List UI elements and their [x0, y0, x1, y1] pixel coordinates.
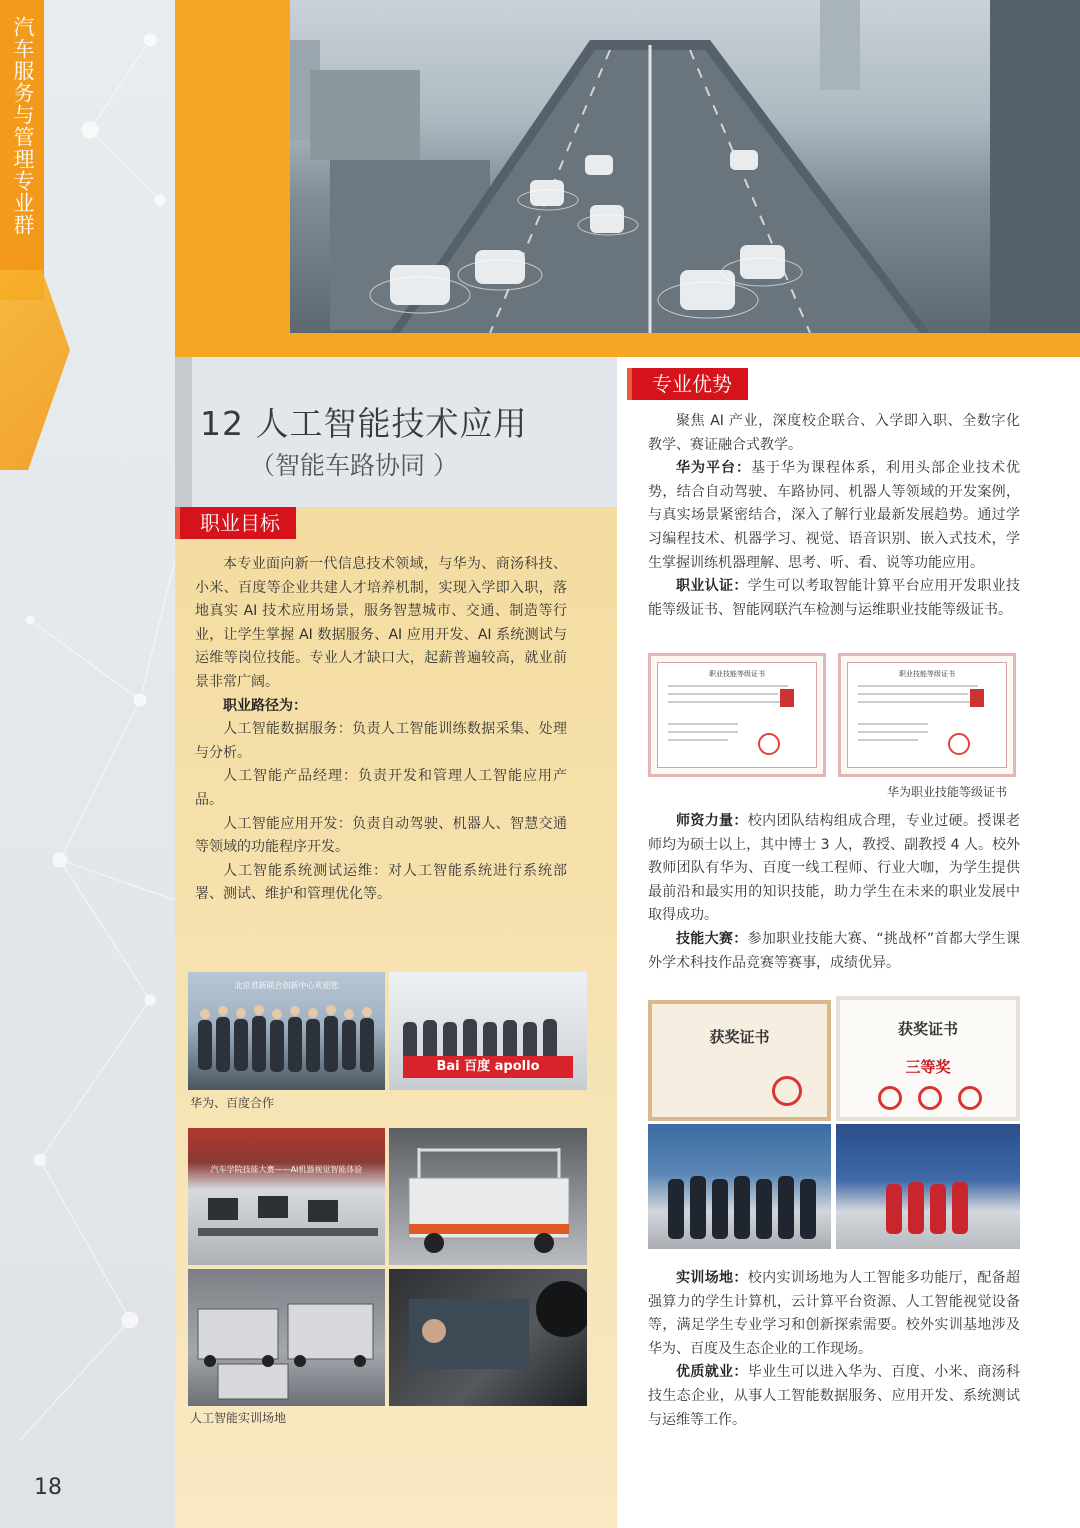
intro-paragraph: 本专业面向新一代信息技术领域，与华为、商汤科技、小米、百度等企业共建人才培养机制，实现入学即入职，落地真实 AI 技术应用场景，服务智慧城市、交通、制造等行业，让学生掌握 AI 数据服务、AI 应用开发、AI 系统测试与运维等岗位技能。专业人才缺口大，起薪普遍较高，就业前景非常广阔。 [195, 556, 567, 690]
competition-lab-photo [188, 1128, 385, 1265]
advantages-tag: 专业优势 [632, 368, 748, 400]
photo-caption: 华为、百度合作 [190, 1096, 275, 1110]
robot-car-shapes [188, 1269, 385, 1406]
award-title: 获奖证书 [709, 1028, 770, 1046]
robot-cars-photo [188, 1269, 385, 1406]
career-path-heading: 职业路径为： [223, 697, 307, 714]
certificate-caption: 华为职业技能等级证书 [887, 785, 1008, 799]
computer-vision-photo [389, 1269, 587, 1406]
banner-text: 汽车学院技能大赛——AI机器视觉智能体验 [210, 1165, 363, 1174]
award-seal [772, 1076, 802, 1106]
certificate-title: 职业技能等级证书 [899, 670, 955, 678]
career-path-item: 人工智能应用开发：负责自动驾驶、机器人、智慧交通等领域的功能程序开发。 [195, 815, 567, 856]
monitor-shape [389, 1269, 587, 1406]
baidu-group-photo [389, 972, 587, 1090]
career-path-item: 人工智能数据服务：负责人工智能训练数据采集、处理与分析。 [195, 721, 567, 761]
vehicle-shape [389, 1128, 587, 1265]
major-title: 12 人工智能技术应用 [200, 404, 528, 443]
huawei-group-photo [188, 972, 385, 1090]
contest-stage-photo [836, 1124, 1020, 1249]
hero-road-photo [290, 0, 1080, 333]
certificate-seal [948, 733, 970, 755]
career-goal-tag: 职业目标 [180, 507, 296, 539]
people-silhouettes [188, 972, 385, 1090]
page-number: 18 [34, 1475, 62, 1500]
certificate-photo [970, 689, 984, 707]
career-path-item: 人工智能系统测试运维：对人工智能系统进行系统部署、测试、维护和管理优化等。 [195, 862, 567, 903]
advantages-text-middle [648, 810, 1020, 975]
banner-text: 北京君新联合创新中心欢迎您 [234, 981, 339, 990]
workstations [188, 1128, 385, 1265]
advantage-summary: 聚焦 AI 产业，深度校企联合、入学即入职、全数字化教学、赛证融合式教学。 [648, 413, 1020, 453]
faculty-paragraph: 师资力量：校内团队结构组成合理，专业过硬。授课老师均为硕士以上，其中博士 3 人，教授、副教授 4 人。校外教师团队有华为、百度一线工程师、行业大咖，为学生提供最前沿和最实用的知识技能，助力学生在未来的职业发展中取得成功。 [648, 813, 1021, 924]
employment-paragraph: 优质就业：毕业生可以进入华为、百度、小米、商汤科技生态企业，从事人工智能数据服务、应用开发、系统测试与运维等工作。 [648, 1364, 1021, 1428]
team-award-photo [648, 1124, 831, 1249]
advantages-text-top [648, 410, 1020, 622]
skill-certificate [648, 653, 826, 777]
award-certificate [836, 996, 1020, 1121]
section-group-title: 汽车服务与管理专业群 [11, 16, 35, 236]
title-accent-bar [175, 357, 192, 507]
photo-caption: 人工智能实训场地 [190, 1411, 287, 1425]
award-prize: 三等奖 [905, 1058, 951, 1076]
people-silhouettes [836, 1124, 1020, 1249]
training-site-paragraph: 实训场地：校内实训场地为人工智能多功能厅，配备超强算力的学生计算机，云计算平台资源、人工智能视觉设备等，满足学生专业学习和创新探索需要。校外实训基地涉及华为、百度及生态企业的工作现场。 [648, 1270, 1021, 1357]
skill-certificate [838, 653, 1016, 777]
competition-paragraph: 技能大赛：参加职业技能大赛、“挑战杯”首都大学生课外学术科技作品竞赛等赛事，成绩优异。 [648, 930, 1020, 971]
award-title: 获奖证书 [897, 1020, 958, 1038]
sidebar [0, 0, 175, 1528]
career-path-item: 人工智能产品经理：负责开发和管理人工智能应用产品。 [195, 768, 567, 808]
certificate-photo [780, 689, 794, 707]
advantages-text-bottom [648, 1267, 1020, 1432]
certification-paragraph: 职业认证：学生可以考取智能计算平台应用开发职业技能等级证书、智能网联汽车检测与运维职业技能等级证书。 [648, 578, 1021, 618]
huawei-platform-paragraph: 华为平台：基于华为课程体系，利用头部企业技术优势，结合自动驾驶、车路协同、机器人等领域的开发案例，与真实场景紧密结合，深入了解行业最新发展趋势。通过学习编程技术、机器学习、视觉、语音识别、嵌入式技术，学生掌握训练机器理解、思考、听、看、说等功能应用。 [648, 460, 1020, 571]
award-certificate [648, 1000, 831, 1121]
career-goal-text [195, 553, 567, 907]
certificate-seal [758, 733, 780, 755]
major-subtitle: （智能车路协同 ） [250, 451, 458, 480]
baidu-apollo-logo: Bai 百度 apollo [403, 1056, 573, 1078]
certificate-title: 职业技能等级证书 [709, 670, 765, 678]
people-silhouettes [648, 1124, 831, 1249]
autonomous-vehicle-photo [389, 1128, 587, 1265]
